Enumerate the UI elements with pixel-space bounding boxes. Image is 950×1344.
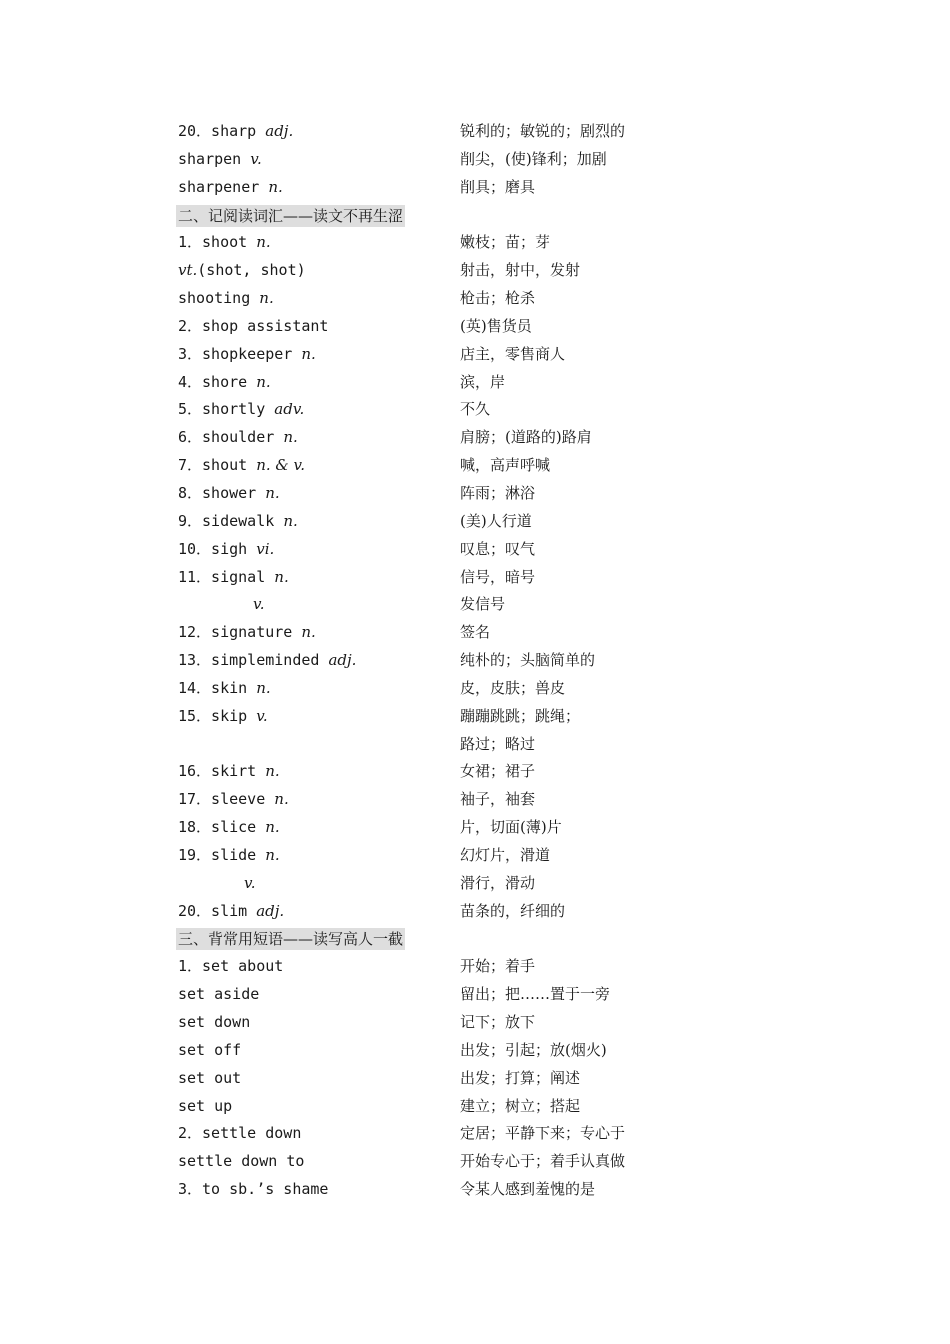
- entry-word: sharpen: [178, 149, 251, 168]
- entry-part-of-speech: n.: [259, 289, 274, 308]
- vocab-entry: [0, 174, 950, 202]
- entry-word: 8．shower: [178, 483, 266, 502]
- entry-meaning: 信号，暗号: [460, 567, 536, 586]
- entry-word: 1．shoot: [178, 233, 257, 252]
- entry-meaning: 纯朴的；头脑简单的: [460, 651, 596, 670]
- entry-term: [178, 146, 262, 174]
- vocab-entry: [0, 1065, 950, 1093]
- entry-term: [178, 675, 271, 703]
- entry-part-of-speech: vi.: [256, 539, 275, 558]
- vocab-entry: [0, 1009, 950, 1037]
- entry-term: [178, 452, 305, 480]
- entry-word: 13．simpleminded: [178, 651, 329, 670]
- entry-term: [178, 313, 328, 341]
- entry-term: [178, 536, 274, 564]
- entry-term: [178, 1037, 241, 1065]
- entry-term: [178, 564, 289, 592]
- vocab-entry: [0, 870, 950, 898]
- vocab-entry: [0, 1037, 950, 1065]
- entry-meaning: 店主，零售商人: [460, 344, 566, 363]
- entry-part-of-speech: n.: [256, 372, 271, 391]
- entry-word: 15．skip: [178, 706, 257, 725]
- vocab-entry: [0, 953, 950, 981]
- entry-term: [178, 480, 280, 508]
- vocab-entry: [0, 703, 950, 731]
- entry-forms: (shot, shot): [197, 261, 306, 280]
- vocab-entry: [0, 480, 950, 508]
- vocab-entry: [0, 146, 950, 174]
- vocab-entry: [0, 1093, 950, 1121]
- entry-term: [178, 257, 306, 285]
- entry-part-of-speech: n.: [301, 623, 316, 642]
- vocab-entry: [0, 285, 950, 313]
- entry-meaning: 片，切面(薄)片: [460, 818, 562, 837]
- entry-term: [178, 814, 280, 842]
- entry-word: set up: [178, 1096, 233, 1115]
- entry-part-of-speech: v.: [256, 706, 268, 725]
- entry-term: [178, 703, 268, 731]
- entry-part-of-speech: n.: [265, 845, 280, 864]
- vocab-entry: [0, 1148, 950, 1176]
- entry-meaning: 皮，皮肤；兽皮: [460, 678, 566, 697]
- entry-word: 4．shore: [178, 372, 257, 391]
- entry-word: 7．shout: [178, 456, 257, 475]
- vocab-entry: [0, 396, 950, 424]
- entry-meaning: 苗条的，纤细的: [460, 901, 566, 920]
- entry-term: [178, 758, 280, 786]
- entry-meaning: 开始；着手: [460, 957, 536, 976]
- entry-meaning: 锐利的；敏锐的；剧烈的: [460, 122, 626, 140]
- entry-meaning: 发信号: [460, 595, 506, 614]
- entry-term: [178, 369, 271, 397]
- entry-term: [178, 619, 316, 647]
- entry-meaning: 袖子，袖套: [460, 790, 536, 809]
- entry-meaning: 留出；把……置于一旁: [460, 985, 611, 1004]
- entry-meaning: 叹息；叹气: [460, 539, 536, 558]
- entry-term: [178, 1065, 241, 1093]
- entry-word: 20．sharp: [178, 122, 266, 140]
- entry-meaning: 开始专心于；着手认真做: [460, 1152, 626, 1171]
- entry-part-of-speech: n.: [283, 511, 298, 530]
- entry-word: set down: [178, 1013, 251, 1031]
- entry-word: 1．set about: [178, 957, 284, 976]
- entry-part-of-speech: vt.: [178, 261, 198, 280]
- entry-term: [178, 953, 283, 981]
- entry-word: 2．settle down: [178, 1124, 302, 1143]
- entry-term: [178, 842, 280, 870]
- entry-term: [178, 1148, 304, 1176]
- vocabulary-document: [0, 118, 950, 1204]
- vocab-entry: [0, 842, 950, 870]
- entry-word: 5．shortly: [178, 400, 275, 419]
- entry-meaning: 削具；磨具: [460, 177, 536, 196]
- entry-meaning: (英)售货员: [460, 316, 532, 335]
- entry-term: [178, 396, 304, 424]
- entry-meaning: (美)人行道: [460, 511, 532, 530]
- entry-term: [178, 1176, 328, 1204]
- section-heading-row: [0, 202, 950, 230]
- entry-term: [178, 981, 259, 1009]
- vocab-entry: [0, 564, 950, 592]
- vocab-entry: [0, 786, 950, 814]
- entry-word: 19．slide: [178, 845, 266, 864]
- entry-word: set off: [178, 1040, 242, 1059]
- entry-word: settle down to: [178, 1152, 305, 1171]
- entry-meaning: 削尖，(使)锋利；加剧: [460, 149, 607, 168]
- entry-word: 17．sleeve: [178, 790, 275, 809]
- entry-part-of-speech: n.: [283, 428, 298, 447]
- entry-meaning: 幻灯片，滑道: [460, 845, 551, 864]
- section-heading: 三、背常用短语——读写高人一截: [178, 930, 404, 949]
- vocab-entry: [0, 1176, 950, 1204]
- entry-term: [178, 285, 274, 313]
- entry-part-of-speech: v.: [253, 595, 265, 614]
- vocab-entry: [0, 341, 950, 369]
- entry-part-of-speech: n.: [256, 233, 271, 252]
- vocab-entry: [0, 898, 950, 926]
- entry-word: 9．sidewalk: [178, 511, 284, 530]
- vocab-entry: [0, 229, 950, 257]
- entry-part-of-speech: n.: [274, 567, 289, 586]
- entry-term: [178, 1093, 232, 1121]
- entry-meaning: 滨，岸: [460, 372, 506, 391]
- entry-word: shooting: [178, 289, 260, 308]
- entry-term: [178, 647, 356, 675]
- entry-word: 18．slice: [178, 818, 266, 837]
- entry-part-of-speech: n. & v.: [256, 456, 305, 475]
- section-heading-row: [0, 925, 950, 953]
- vocab-entry: [0, 508, 950, 536]
- entry-meaning: 令某人感到羞愧的是: [460, 1180, 596, 1199]
- entry-part-of-speech: adj.: [256, 901, 285, 920]
- entry-term: [178, 1120, 301, 1148]
- vocab-entry: [0, 1120, 950, 1148]
- entry-term: [178, 118, 293, 146]
- entry-part-of-speech: v.: [244, 873, 256, 892]
- entry-word: 16．skirt: [178, 762, 266, 781]
- entry-part-of-speech: n.: [256, 678, 271, 697]
- vocab-entry: [0, 731, 950, 759]
- vocab-entry: [0, 619, 950, 647]
- vocab-entry: [0, 313, 950, 341]
- entry-meaning: 出发；打算；阐述: [460, 1068, 581, 1087]
- entry-part-of-speech: n.: [265, 483, 280, 502]
- entry-word: set aside: [178, 985, 260, 1004]
- vocab-entry: [0, 452, 950, 480]
- entry-meaning: 阵雨；淋浴: [460, 483, 536, 502]
- entry-term: [178, 229, 271, 257]
- vocab-entry: [0, 675, 950, 703]
- vocab-entry: [0, 758, 950, 786]
- entry-part-of-speech: n.: [301, 344, 316, 363]
- entry-meaning: 射击，射中，发射: [460, 261, 581, 280]
- entry-word: 3．shopkeeper: [178, 344, 302, 363]
- entry-word: 2．shop assistant: [178, 316, 329, 335]
- entry-word: 3．to sb.’s shame: [178, 1180, 329, 1199]
- entry-part-of-speech: adv.: [274, 400, 305, 419]
- entry-word: set out: [178, 1068, 242, 1087]
- entry-part-of-speech: v.: [250, 149, 262, 168]
- vocab-entry: [0, 118, 950, 146]
- entry-word: 20．slim: [178, 901, 257, 920]
- entry-term: [178, 898, 284, 926]
- vocab-entry: [0, 591, 950, 619]
- entry-part-of-speech: adj.: [328, 651, 357, 670]
- entry-meaning: 签名: [460, 623, 491, 642]
- entry-meaning: 路过；略过: [460, 734, 536, 753]
- entry-part-of-speech: n.: [268, 177, 283, 196]
- vocab-entry: [0, 814, 950, 842]
- section-heading: 二、记阅读词汇——读文不再生涩: [178, 206, 404, 225]
- entry-part-of-speech: n.: [265, 818, 280, 837]
- entry-term: [178, 508, 298, 536]
- entry-part-of-speech: adj.: [265, 122, 294, 140]
- vocab-entry: [0, 257, 950, 285]
- entry-meaning: 女裙；裙子: [460, 762, 536, 781]
- entry-term: [178, 424, 298, 452]
- entry-part-of-speech: n.: [265, 762, 280, 781]
- vocab-entry: [0, 536, 950, 564]
- entry-word: 12．signature: [178, 623, 302, 642]
- entry-term: [178, 1009, 250, 1037]
- entry-word: 11．signal: [178, 567, 275, 586]
- entry-word: 14．skin: [178, 678, 257, 697]
- vocab-entry: [0, 647, 950, 675]
- entry-meaning: 建立；树立；搭起: [460, 1096, 581, 1115]
- entry-word: 10．sigh: [178, 539, 257, 558]
- entry-meaning: 定居；平静下来；专心于: [460, 1124, 626, 1143]
- vocab-entry: [0, 981, 950, 1009]
- entry-word: 6．shoulder: [178, 428, 284, 447]
- vocab-entry: [0, 424, 950, 452]
- entry-term: [178, 174, 283, 202]
- entry-meaning: 滑行，滑动: [460, 873, 536, 892]
- entry-meaning: 记下；放下: [460, 1013, 536, 1031]
- entry-term: [253, 591, 264, 619]
- entry-meaning: 喊，高声呼喊: [460, 456, 551, 475]
- entry-term: [178, 786, 289, 814]
- entry-meaning: 蹦蹦跳跳；跳绳；: [460, 706, 581, 725]
- entry-meaning: 不久: [460, 400, 491, 419]
- vocab-entry: [0, 369, 950, 397]
- entry-term: [244, 870, 255, 898]
- entry-meaning: 嫩枝；苗；芽: [460, 233, 551, 252]
- entry-meaning: 枪击；枪杀: [460, 289, 536, 308]
- entry-word: sharpener: [178, 177, 269, 196]
- entry-meaning: 出发；引起；放(烟火): [460, 1040, 607, 1059]
- entry-meaning: 肩膀；(道路的)路肩: [460, 428, 592, 447]
- entry-term: [178, 341, 316, 369]
- entry-part-of-speech: n.: [274, 790, 289, 809]
